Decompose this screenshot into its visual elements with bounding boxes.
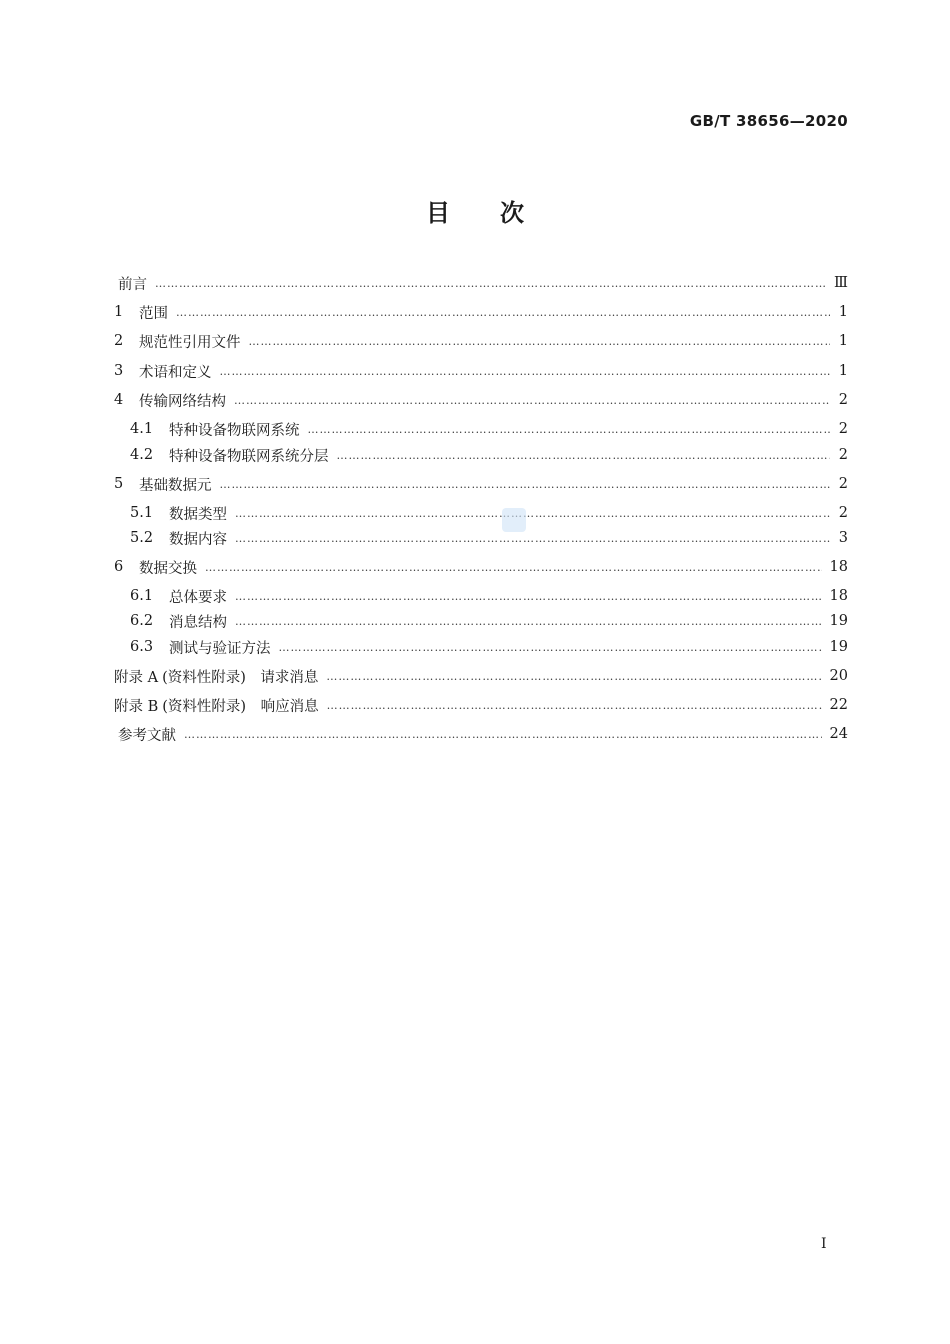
toc-entry-6-2[interactable] — [114, 608, 848, 634]
toc-entry-2[interactable] — [114, 328, 848, 354]
toc-entry-number: 附录 B — [114, 698, 159, 715]
toc-entry-label: 数据类型 — [169, 506, 227, 523]
toc-leader-dots — [249, 335, 831, 348]
toc-entry-bibliography[interactable] — [114, 721, 848, 747]
toc-entry-label: 总体要求 — [169, 589, 227, 606]
toc-entry-label: (资料性附录) 请求消息 — [162, 669, 319, 686]
toc-entry-page: 2 — [838, 505, 848, 521]
toc-leader-dots — [235, 532, 830, 545]
toc-entry-number: 6.2 — [130, 613, 154, 629]
toc-entry-label: 规范性引用文件 — [139, 334, 241, 351]
toc-leader-dots — [220, 478, 831, 491]
title-char-2: 次 — [500, 199, 524, 227]
toc-leader-dots — [326, 670, 821, 683]
toc-entry-3[interactable] — [114, 358, 848, 384]
toc-entry-number: 4.2 — [130, 447, 154, 463]
toc-entry-label: 特种设备物联网系统分层 — [169, 448, 329, 465]
toc-entry-page: 2 — [838, 392, 848, 408]
toc-entry-appendix-b[interactable] — [114, 692, 848, 718]
toc-entry-4[interactable] — [114, 387, 848, 413]
toc-entry-label: 特种设备物联网系统 — [169, 422, 300, 439]
toc-entry-page: 18 — [829, 588, 848, 604]
toc-entry-label: 前言 — [118, 276, 147, 293]
toc-leader-dots — [176, 306, 830, 319]
toc-entry-page: 1 — [838, 333, 848, 349]
toc-leader-dots — [327, 699, 822, 712]
toc-entry-number: 6.3 — [130, 639, 154, 655]
toc-entry-page: 18 — [829, 559, 848, 575]
toc-leader-dots — [205, 561, 822, 574]
toc-entry-page: 1 — [838, 304, 848, 320]
toc-entry-page: 3 — [838, 530, 848, 546]
toc-entry-5[interactable] — [114, 471, 848, 497]
toc-entry-4-2[interactable] — [114, 442, 848, 468]
toc-entry-page: 20 — [829, 668, 848, 684]
toc-entry-preface[interactable] — [114, 270, 848, 296]
toc-entry-page: Ⅲ — [834, 275, 848, 291]
toc-entry-number: 4 — [114, 392, 124, 408]
toc-leader-dots — [235, 615, 822, 628]
toc-entry-label: 传输网络结构 — [139, 393, 226, 410]
toc-entry-number: 6 — [114, 559, 124, 575]
toc-entry-page: 2 — [838, 476, 848, 492]
toc-entry-page: 2 — [838, 447, 848, 463]
toc-leader-dots — [220, 365, 831, 378]
toc-entry-page: 1 — [838, 363, 848, 379]
toc-entry-number: 6.1 — [130, 588, 154, 604]
toc-entry-number: 2 — [114, 333, 124, 349]
toc-entry-4-1[interactable] — [114, 416, 848, 442]
toc-entry-page: 24 — [829, 726, 848, 742]
standard-code: GB/T 38656—2020 — [689, 112, 848, 130]
toc-entry-label: 范围 — [139, 305, 168, 322]
page-number: I — [821, 1236, 827, 1252]
watermark-logo — [502, 508, 526, 532]
toc-entry-label: 参考文献 — [118, 727, 176, 744]
toc-entry-label: 数据内容 — [169, 531, 227, 548]
toc-entry-6-3[interactable] — [114, 634, 848, 660]
toc-entry-number: 5.2 — [130, 530, 154, 546]
toc-entry-number: 4.1 — [130, 421, 154, 437]
toc-entry-page: 19 — [829, 639, 848, 655]
toc-entry-label: 数据交换 — [139, 560, 197, 577]
toc-entry-6-1[interactable] — [114, 583, 848, 609]
toc-entry-6[interactable] — [114, 554, 848, 580]
toc-entry-number: 1 — [114, 304, 124, 320]
toc-entry-number: 附录 A — [114, 669, 159, 686]
toc-entry-number: 5 — [114, 476, 124, 492]
toc-entry-label: 消息结构 — [169, 614, 227, 631]
toc-entry-label: 测试与验证方法 — [169, 640, 271, 657]
toc-entry-label: 术语和定义 — [139, 364, 212, 381]
toc-entry-page: 22 — [829, 697, 848, 713]
toc-entry-5-2[interactable] — [114, 525, 848, 551]
toc-entry-appendix-a[interactable] — [114, 663, 848, 689]
toc-entry-number: 5.1 — [130, 505, 154, 521]
toc-leader-dots — [279, 641, 822, 654]
toc-leader-dots — [234, 394, 830, 407]
toc-leader-dots — [235, 590, 822, 603]
toc-leader-dots — [235, 507, 830, 520]
toc-entry-number: 3 — [114, 363, 124, 379]
toc-entry-1[interactable] — [114, 299, 848, 325]
toc-leader-dots — [308, 423, 831, 436]
toc-leader-dots — [184, 728, 822, 741]
toc-leader-dots — [155, 277, 826, 290]
title-char-1: 目 — [426, 199, 450, 227]
toc-entry-page: 2 — [838, 421, 848, 437]
toc-entry-label: 基础数据元 — [139, 477, 212, 494]
toc-entry-label: (资料性附录) 响应消息 — [162, 698, 319, 715]
toc-entry-5-1[interactable] — [114, 500, 848, 526]
toc-leader-dots — [337, 449, 831, 462]
toc-entry-page: 19 — [829, 613, 848, 629]
page-title — [0, 193, 950, 228]
